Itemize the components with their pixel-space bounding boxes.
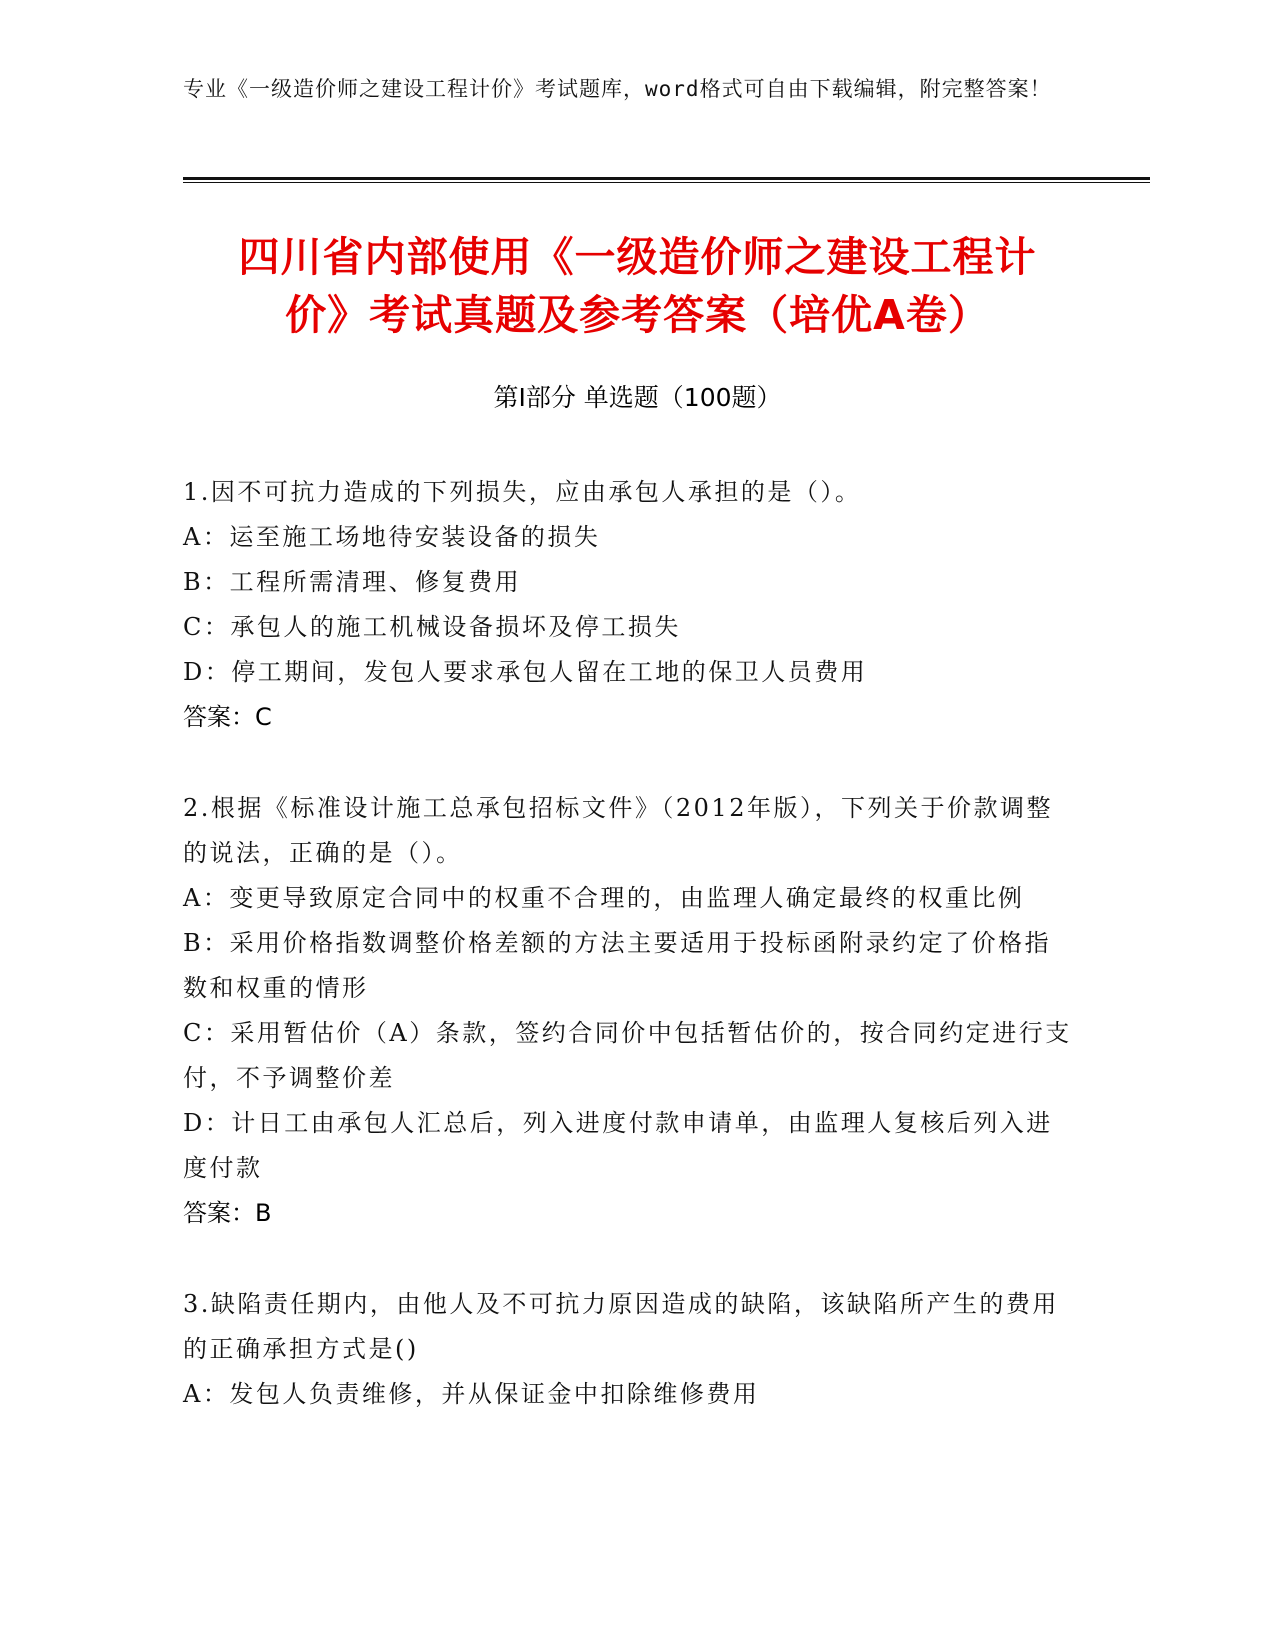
question-stem: 1.因不可抗力造成的下列损失，应由承包人承担的是（）。 bbox=[183, 478, 862, 506]
question-3 bbox=[183, 1282, 1073, 1417]
option-d: D：计日工由承包人汇总后，列入进度付款申请单，由监理人复核后列入进度付款 bbox=[183, 1109, 1053, 1182]
question-2 bbox=[183, 786, 1073, 1236]
answer: 答案：B bbox=[183, 1199, 272, 1227]
section-title: 第I部分 单选题（100题） bbox=[493, 383, 782, 412]
header-divider-thick bbox=[183, 177, 1150, 180]
question-stem: 2.根据《标准设计施工总承包招标文件》（2012年版），下列关于价款调整的说法，正确的是（）。 bbox=[183, 794, 1053, 867]
option-d: D：停工期间，发包人要求承包人留在工地的保卫人员费用 bbox=[183, 658, 868, 686]
option-b: B：采用价格指数调整价格差额的方法主要适用于投标函附录约定了价格指数和权重的情形 bbox=[183, 929, 1052, 1002]
header-divider-thin bbox=[183, 182, 1150, 183]
option-b: B：工程所需清理、修复费用 bbox=[183, 568, 522, 596]
document-title-line-2: 价》考试真题及参考答案（培优A卷） bbox=[285, 291, 990, 339]
option-a: A：发包人负责维修，并从保证金中扣除维修费用 bbox=[183, 1380, 760, 1408]
document-title-line-1: 四川省内部使用《一级造价师之建设工程计 bbox=[238, 233, 1037, 281]
header-note: 专业《一级造价师之建设工程计价》考试题库，word格式可自由下载编辑，附完整答案！ bbox=[183, 77, 1052, 101]
question-list bbox=[183, 470, 1073, 1463]
question-1 bbox=[183, 470, 1073, 740]
answer: 答案：C bbox=[183, 703, 272, 731]
option-a: A：变更导致原定合同中的权重不合理的，由监理人确定最终的权重比例 bbox=[183, 884, 1025, 912]
question-stem: 3.缺陷责任期内，由他人及不可抗力原因造成的缺陷，该缺陷所产生的费用的正确承担方式是() bbox=[183, 1290, 1059, 1363]
option-c: C：采用暂估价（A）条款，签约合同价中包括暂估价的，按合同约定进行支付，不予调整价差 bbox=[183, 1019, 1072, 1092]
option-c: C：承包人的施工机械设备损坏及停工损失 bbox=[183, 613, 681, 641]
document-title bbox=[170, 228, 1105, 344]
option-a: A：运至施工场地待安装设备的损失 bbox=[183, 523, 601, 551]
